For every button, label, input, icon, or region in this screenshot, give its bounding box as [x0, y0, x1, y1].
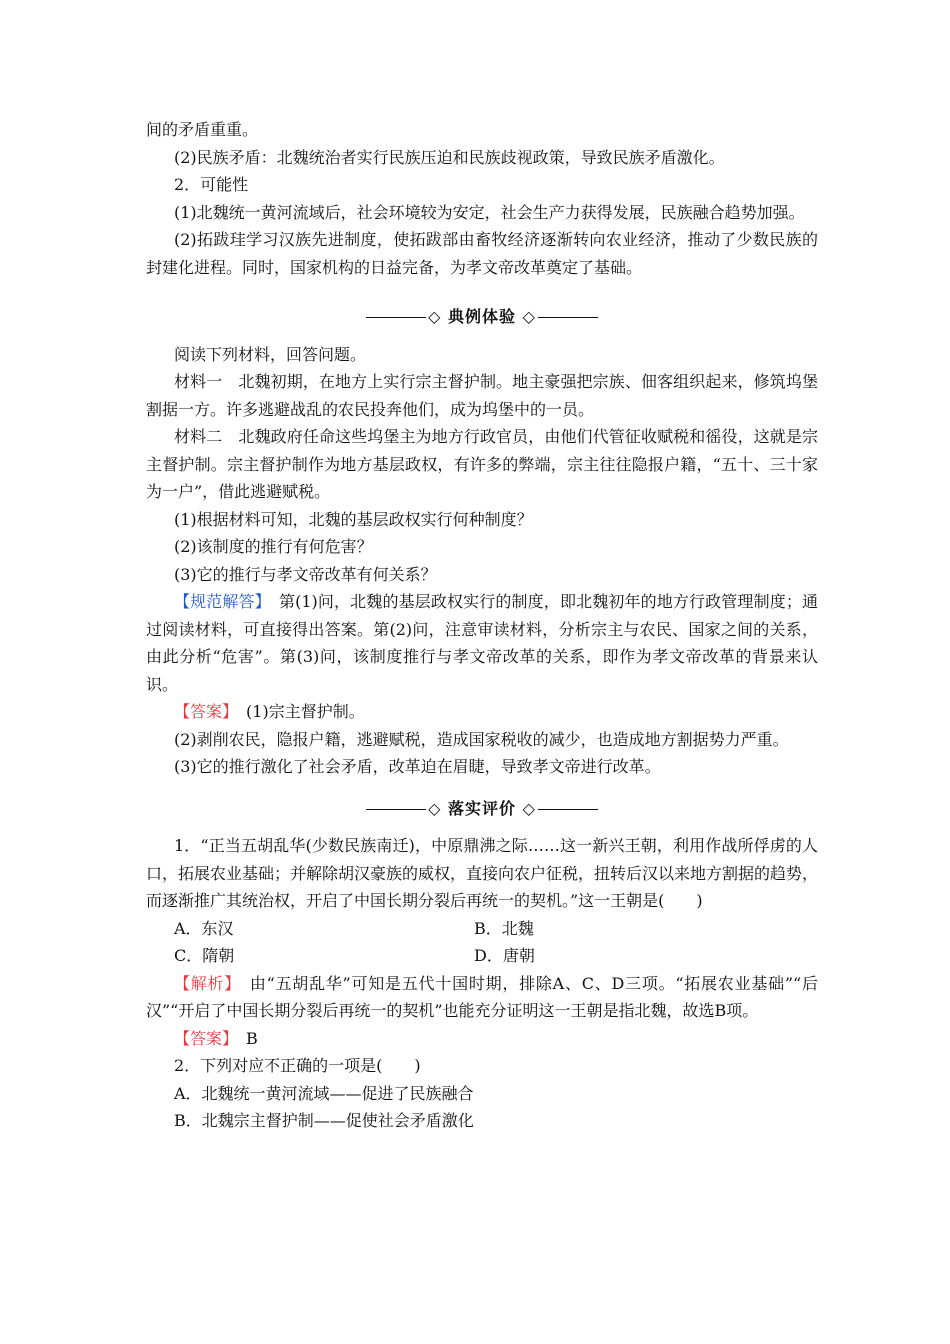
answer-tag: 【答案】 — [174, 1028, 231, 1048]
question: 1．“正当五胡乱华(少数民族南迁)，中原鼎沸之际……这一新兴王朝，利用作战所俘虏的人口，拓展农业基础；并解除胡汉豪族的威权，直接向农户征税，扭转后汉以来地方割据的趋势，而逐渐推广其统治权，开启了中国长期分裂后再统一的契机。”这一王朝是( ) — [146, 836, 819, 910]
answer-line: (3)它的推行激化了社会矛盾，改革迫在眉睫，导致孝文帝进行改革。 — [174, 757, 661, 776]
section-heading: ◇ 典例体验 ◇ — [146, 303, 818, 331]
question: 2．下列对应不正确的一项是( ) — [174, 1056, 421, 1075]
answer-text: B — [246, 1028, 258, 1048]
explanation-paragraph — [146, 970, 818, 1025]
section-heading: ◇ 落实评价 ◇ — [146, 795, 818, 823]
answer-tag: 【答案】 — [174, 702, 231, 721]
question: (2)该制度的推行有何危害？ — [174, 537, 373, 556]
material-one: 材料一 北魏初期，在地方上实行宗主督护制。地主豪强把宗族、佃客组织起来，修筑坞堡割据一方。许多逃避战乱的农民投奔他们，成为坞堡中的一员。 — [146, 372, 818, 419]
guide-tag: 【规范解答】 — [174, 592, 263, 611]
option: C．隋朝 — [174, 946, 235, 965]
explanation-text: 由“五胡乱华”可知是五代十国时期，排除A、C、D三项。“拓展农业基础”“后汉”“开启了中国长期分裂后再统一的契机”也能充分证明这一王朝是指北魏，故选B项。 — [146, 973, 818, 1020]
paragraph: (1)北魏统一黄河流域后，社会环境较为安定，社会生产力获得发展，民族融合趋势加强。 — [174, 202, 805, 222]
option: A．东汉 — [174, 918, 234, 938]
option: B．北魏 — [474, 918, 534, 938]
option: D．唐朝 — [474, 946, 535, 965]
paragraph: 阅读下列材料，回答问题。 — [174, 344, 367, 364]
paragraph: 2．可能性 — [174, 175, 249, 194]
heading-rule — [366, 317, 426, 318]
material-two: 材料二 北魏政府任命这些坞堡主为地方行政官员，由他们代管征收赋税和徭役，这就是宗主督护制。宗主督护制作为地方基层政权，有许多的弊端，宗主往往隐报户籍，“五十、三十家为一户”，借此逃避赋税。 — [146, 427, 818, 501]
answer-line: (2)剥削农民，隐报户籍，逃避赋税，造成国家税收的减少，也造成地方割据势力严重。 — [174, 729, 789, 749]
options-row — [146, 915, 818, 943]
answer-paragraph — [146, 698, 818, 726]
answer-paragraph — [146, 1025, 818, 1053]
paragraph: (2)民族矛盾：北魏统治者实行民族压迫和民族歧视政策，导致民族矛盾激化。 — [174, 147, 725, 167]
heading-rule — [538, 317, 598, 318]
option: B．北魏宗主督护制——促使社会矛盾激化 — [174, 1111, 474, 1130]
explanation-tag: 【解析】 — [174, 973, 234, 993]
options-row — [146, 942, 818, 970]
paragraph: 间的矛盾重重。 — [146, 120, 259, 139]
guide-text: 第(1)问，北魏的基层政权实行的制度，即北魏初年的地方行政管理制度；通过阅读材料，可直接得出答案。第(2)问，注意审读材料，分析宗主与农民、国家之间的关系，由此分析“危害”。第(3)问，该制度推行与孝文帝改革的关系，即作为孝文帝改革的背景来认识。 — [146, 592, 818, 694]
question: (1)根据材料可知，北魏的基层政权实行何种制度？ — [174, 509, 533, 529]
option: A．北魏统一黄河流域——促进了民族融合 — [174, 1083, 474, 1103]
guide-paragraph — [146, 588, 818, 698]
text-column — [146, 116, 818, 1135]
section-title: 典例体验 — [447, 307, 516, 326]
question: (3)它的推行与孝文帝改革有何关系？ — [174, 564, 437, 584]
paragraph: (2)拓跋珪学习汉族先进制度，使拓跋部由畜牧经济逐渐转向农业经济，推动了少数民族的封建化进程。同时，国家机构的日益完备，为孝文帝改革奠定了基础。 — [146, 230, 818, 277]
section-title: 落实评价 — [447, 798, 516, 818]
answer-text: (1)宗主督护制。 — [246, 702, 365, 721]
heading-rule — [366, 809, 426, 810]
heading-rule — [538, 809, 598, 810]
